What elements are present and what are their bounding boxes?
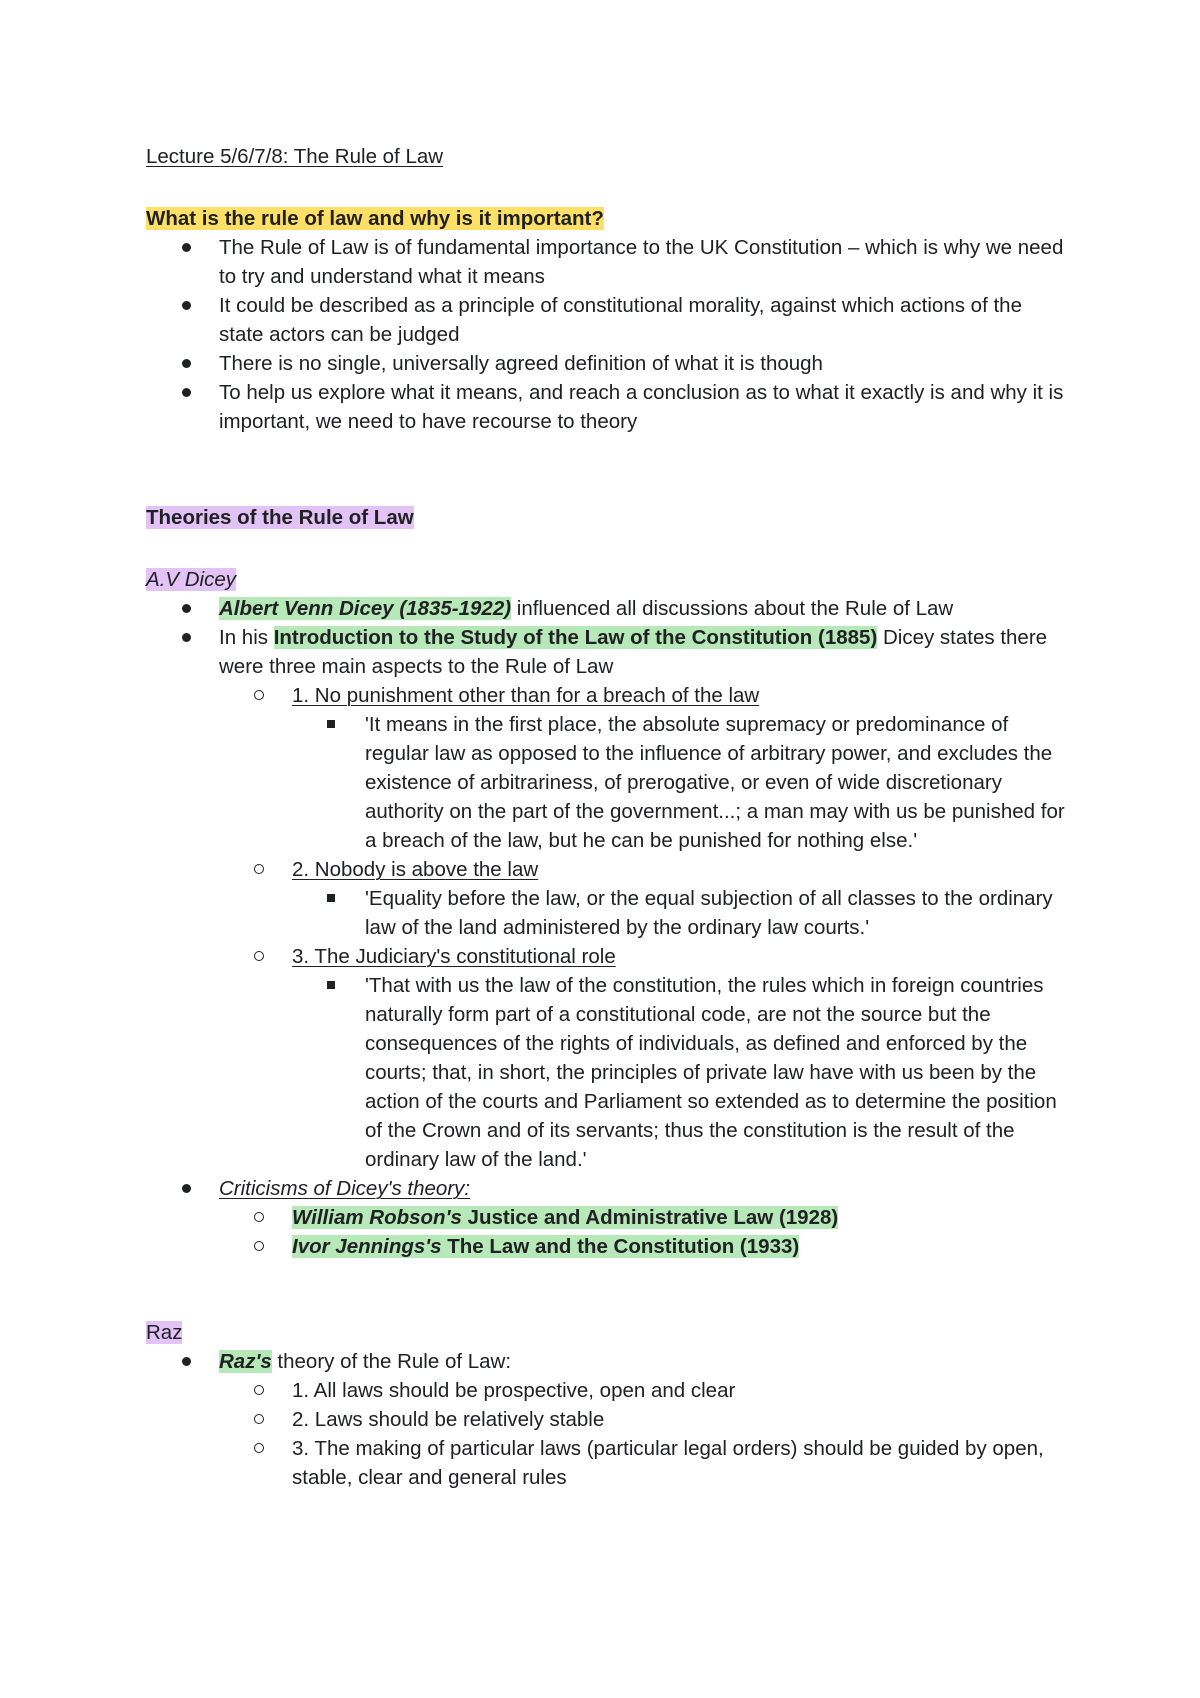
subheading-text: Raz (146, 1321, 183, 1344)
author-name: Ivor Jennings's (292, 1235, 442, 1258)
bullet-icon (176, 378, 196, 407)
bullet-icon (176, 233, 196, 262)
intro-list (146, 233, 1066, 436)
list-item-text: To help us explore what it means, and reach a conclusion as to what it exactly is and why it is important, we need to have recourse to theory (219, 381, 1064, 433)
list-item-text: Dicey states there were three main aspects to the Rule of Law (219, 626, 1048, 678)
ring-bullet-icon (249, 681, 269, 710)
bullet-icon (176, 349, 196, 378)
raz-point-text: 2. Laws should be relatively stable (292, 1408, 605, 1431)
square-bullet-icon (321, 971, 341, 1000)
document-body (146, 142, 1066, 1492)
list-item (146, 1347, 1066, 1376)
ring-bullet-icon (249, 942, 269, 971)
author-name: Albert Venn Dicey (1835-1922) (219, 597, 512, 620)
section-heading-intro (146, 204, 1066, 233)
document-title: Lecture 5/6/7/8: The Rule of Law (146, 145, 444, 168)
list-item-text: There is no single, universally agreed definition of what it is though (219, 352, 823, 375)
bullet-icon (176, 1347, 196, 1376)
subheading-dicey (146, 565, 1066, 594)
list-item (146, 378, 1066, 436)
list-item (146, 623, 1066, 681)
work-title: Justice and Administrative Law (1928) (461, 1206, 839, 1229)
book-title: Introduction to the Study of the Law of the Constitution (1885) (273, 626, 878, 649)
bullet-icon (176, 291, 196, 320)
square-bullet-icon (321, 710, 341, 739)
bullet-icon (176, 1174, 196, 1203)
aspect-label: 3. The Judiciary's constitutional role (292, 945, 616, 968)
quote-item (146, 884, 1066, 942)
list-item-text: In his (219, 626, 274, 649)
criticism-item (146, 1232, 1066, 1261)
subheading-text: A.V Dicey (146, 568, 236, 591)
author-name: Raz's (219, 1350, 272, 1373)
quote-item (146, 971, 1066, 1174)
author-name: William Robson's (292, 1206, 462, 1229)
criticisms-label: Criticisms of Dicey's theory: (219, 1177, 471, 1200)
square-bullet-icon (321, 884, 341, 913)
list-item-text: theory of the Rule of Law: (271, 1350, 512, 1373)
aspect-item (146, 681, 1066, 710)
raz-point-text: 1. All laws should be prospective, open and clear (292, 1379, 736, 1402)
ring-bullet-icon (249, 855, 269, 884)
list-item (146, 1174, 1066, 1203)
raz-list (146, 1347, 1066, 1492)
dicey-list (146, 594, 1066, 1261)
list-item (146, 594, 1066, 623)
aspect-label: 2. Nobody is above the law (292, 858, 539, 881)
quote-item (146, 710, 1066, 855)
criticism-item (146, 1203, 1066, 1232)
ring-bullet-icon (249, 1434, 269, 1463)
aspect-label: 1. No punishment other than for a breach of the law (292, 684, 760, 707)
list-item (146, 291, 1066, 349)
raz-point (146, 1434, 1066, 1492)
raz-point (146, 1405, 1066, 1434)
bullet-icon (176, 623, 196, 652)
aspect-item (146, 855, 1066, 884)
ring-bullet-icon (249, 1203, 269, 1232)
list-item-text: influenced all discussions about the Rule of Law (511, 597, 954, 620)
quote-text: 'That with us the law of the constitution, the rules which in foreign countries naturally form part of a constitutional code, are not the source but the consequences of the rights of individuals, as defined and enforced by the courts; that, in short, the principles of private law have with us been by the action of the courts and Parliament so extended as to determine the position of the Crown and of its servants; thus the constitution is the result of the ordinary law of the land.' (365, 974, 1057, 1171)
list-item (146, 233, 1066, 291)
ring-bullet-icon (249, 1405, 269, 1434)
list-item-text: The Rule of Law is of fundamental importance to the UK Constitution – which is why we need to try and understand what it means (219, 236, 1064, 288)
list-item (146, 349, 1066, 378)
aspect-item (146, 942, 1066, 971)
ring-bullet-icon (249, 1232, 269, 1261)
raz-point-text: 3. The making of particular laws (particular legal orders) should be guided by open, stable, clear and general rules (292, 1437, 1044, 1489)
subheading-raz (146, 1318, 1066, 1347)
heading-text: What is the rule of law and why is it important? (146, 207, 604, 230)
heading-text: Theories of the Rule of Law (146, 506, 414, 529)
quote-text: 'Equality before the law, or the equal subjection of all classes to the ordinary law of the land administered by the ordinary law courts.' (365, 887, 1053, 939)
quote-text: 'It means in the first place, the absolute supremacy or predominance of regular law as opposed to the influence of arbitrary power, and excludes the existence of arbitrariness, of prerogative, or even of wide discretionary authority on the part of the government...; a man may with us be punished for a breach of the law, but he can be punished for nothing else.' (365, 713, 1065, 852)
raz-point (146, 1376, 1066, 1405)
list-item-text: It could be described as a principle of constitutional morality, against which actions of the state actors can be judged (219, 294, 1022, 346)
ring-bullet-icon (249, 1376, 269, 1405)
bullet-icon (176, 594, 196, 623)
section-heading-theories (146, 503, 1066, 532)
work-title: The Law and the Constitution (1933) (441, 1235, 800, 1258)
